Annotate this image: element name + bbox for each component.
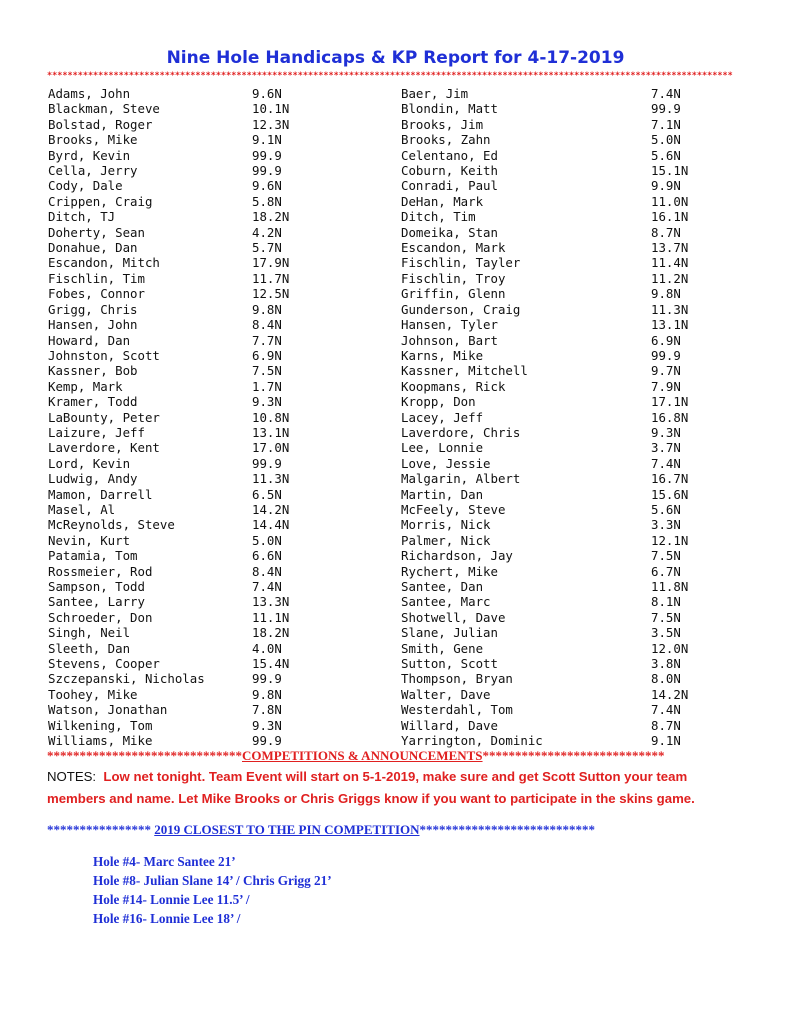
player-handicap: 9.8N <box>252 301 282 317</box>
announcements-title: COMPETITIONS & ANNOUNCEMENTS <box>242 749 483 763</box>
player-handicap: 99.9 <box>651 347 681 363</box>
player-row <box>401 579 721 594</box>
left-handicap-column <box>48 86 308 748</box>
player-name: Baer, Jim <box>401 86 469 101</box>
player-row <box>48 487 308 502</box>
player-name: Laizure, Jeff <box>48 424 145 440</box>
player-name: Sampson, Todd <box>48 579 145 594</box>
player-handicap: 6.6N <box>252 548 282 564</box>
player-row <box>48 410 308 425</box>
player-row <box>48 718 308 733</box>
kp-title: 2019 CLOSEST TO THE PIN COMPETITION <box>154 822 420 837</box>
kp-result-hole-14: Hole #14- Lonnie Lee 11.5’ / <box>93 892 250 907</box>
player-name: Escandon, Mark <box>401 240 506 256</box>
player-handicap: 8.7N <box>651 224 681 240</box>
player-row <box>401 271 721 286</box>
player-name: Doherty, Sean <box>48 224 145 240</box>
player-handicap: 12.3N <box>252 116 290 132</box>
player-row <box>48 394 308 409</box>
player-name: Lacey, Jeff <box>401 409 484 425</box>
player-name: Adams, John <box>48 86 131 101</box>
player-handicap: 16.7N <box>651 471 689 487</box>
player-handicap: 8.4N <box>252 317 282 333</box>
player-name: McReynolds, Steve <box>48 517 175 533</box>
player-name: LaBounty, Peter <box>48 409 160 425</box>
player-row <box>401 610 721 625</box>
player-name: Morris, Nick <box>401 517 491 533</box>
player-handicap: 12.5N <box>252 286 290 302</box>
player-name: Gunderson, Craig <box>401 301 521 317</box>
player-name: Koopmans, Rick <box>401 378 506 394</box>
player-row <box>401 487 721 502</box>
kp-result-hole-16: Hole #16- Lonnie Lee 18’ / <box>93 911 241 926</box>
player-handicap: 6.9N <box>252 347 282 363</box>
player-handicap: 7.4N <box>651 455 681 471</box>
player-name: Rossmeier, Rod <box>48 563 153 579</box>
player-handicap: 11.0N <box>651 193 689 209</box>
player-handicap: 17.1N <box>651 394 689 410</box>
player-row <box>48 702 308 717</box>
player-handicap: 9.3N <box>252 394 282 410</box>
player-name: Singh, Neil <box>48 625 131 641</box>
player-handicap: 99.9 <box>252 455 282 471</box>
player-name: Johnson, Bart <box>401 332 498 348</box>
player-name: Szczepanski, Nicholas <box>48 671 205 687</box>
player-handicap: 8.4N <box>252 563 282 579</box>
player-row <box>401 86 721 101</box>
player-name: Cody, Dale <box>48 178 123 194</box>
player-row <box>401 533 721 548</box>
kp-header <box>47 822 747 838</box>
notes-label: NOTES: <box>47 769 97 784</box>
player-row <box>48 610 308 625</box>
player-row <box>48 594 308 609</box>
player-name: Brooks, Mike <box>48 132 138 148</box>
player-row <box>48 471 308 486</box>
player-handicap: 13.1N <box>651 317 689 333</box>
kp-result-hole-4: Hole #4- Marc Santee 21’ <box>93 854 236 869</box>
player-row <box>48 379 308 394</box>
player-row <box>401 502 721 517</box>
player-handicap: 99.9 <box>651 101 681 117</box>
player-row <box>401 425 721 440</box>
player-row <box>48 456 308 471</box>
player-row <box>401 702 721 717</box>
player-name: Kropp, Don <box>401 394 476 410</box>
player-name: Conradi, Paul <box>401 178 498 194</box>
player-name: Kemp, Mark <box>48 378 123 394</box>
player-row <box>48 348 308 363</box>
player-name: Kramer, Todd <box>48 394 138 410</box>
player-handicap: 7.5N <box>651 609 681 625</box>
player-name: Ludwig, Andy <box>48 471 138 487</box>
right-handicap-column <box>401 86 721 748</box>
player-name: Toohey, Mike <box>48 686 138 702</box>
player-name: Lord, Kevin <box>48 455 131 471</box>
player-row <box>48 117 308 132</box>
player-name: Willard, Dave <box>401 717 498 733</box>
player-row <box>401 148 721 163</box>
player-handicap: 5.6N <box>651 147 681 163</box>
player-name: Wilkening, Tom <box>48 717 153 733</box>
player-handicap: 99.9 <box>252 733 282 749</box>
player-row <box>401 379 721 394</box>
player-handicap: 9.6N <box>252 178 282 194</box>
player-handicap: 14.2N <box>252 501 290 517</box>
player-name: Donahue, Dan <box>48 240 138 256</box>
player-handicap: 10.8N <box>252 409 290 425</box>
player-handicap: 9.9N <box>651 178 681 194</box>
player-handicap: 7.5N <box>252 363 282 379</box>
player-name: Shotwell, Dave <box>401 609 506 625</box>
player-name: Laverdore, Kent <box>48 440 160 456</box>
player-row <box>48 579 308 594</box>
player-handicap: 17.9N <box>252 255 290 271</box>
notes-block <box>47 766 747 810</box>
player-name: Karns, Mike <box>401 347 484 363</box>
player-row <box>48 132 308 147</box>
player-handicap: 11.2N <box>651 270 689 286</box>
player-name: Richardson, Jay <box>401 548 513 564</box>
announcements-stars-after: **************************** <box>482 749 665 763</box>
player-row <box>401 440 721 455</box>
kp-stars-after: *************************** <box>419 822 595 837</box>
player-row <box>401 101 721 116</box>
player-name: Fischlin, Troy <box>401 270 506 286</box>
player-handicap: 15.4N <box>252 656 290 672</box>
player-name: Coburn, Keith <box>401 163 498 179</box>
player-row <box>48 656 308 671</box>
player-handicap: 7.9N <box>651 378 681 394</box>
player-row <box>401 548 721 563</box>
player-name: Kassner, Mitchell <box>401 363 528 379</box>
player-name: Bolstad, Roger <box>48 116 153 132</box>
player-name: Brooks, Jim <box>401 116 484 132</box>
player-row <box>401 132 721 147</box>
player-row <box>48 194 308 209</box>
player-handicap: 3.8N <box>651 656 681 672</box>
player-handicap: 15.1N <box>651 163 689 179</box>
player-row <box>48 148 308 163</box>
player-handicap: 7.7N <box>252 332 282 348</box>
player-row <box>48 163 308 178</box>
player-handicap: 99.9 <box>252 147 282 163</box>
player-handicap: 5.0N <box>651 132 681 148</box>
player-handicap: 11.3N <box>651 301 689 317</box>
player-name: Crippen, Craig <box>48 193 153 209</box>
player-handicap: 9.3N <box>651 424 681 440</box>
player-handicap: 9.6N <box>252 86 282 101</box>
player-row <box>48 641 308 656</box>
player-name: Blondin, Matt <box>401 101 498 117</box>
player-handicap: 99.9 <box>252 671 282 687</box>
player-row <box>48 733 308 748</box>
player-name: Schroeder, Don <box>48 609 153 625</box>
player-row <box>401 240 721 255</box>
player-handicap: 18.2N <box>252 625 290 641</box>
player-handicap: 9.1N <box>252 132 282 148</box>
player-name: Brooks, Zahn <box>401 132 491 148</box>
player-row <box>401 178 721 193</box>
player-name: Watson, Jonathan <box>48 702 168 718</box>
player-name: Ditch, Tim <box>401 209 476 225</box>
player-row <box>48 101 308 116</box>
player-handicap: 12.0N <box>651 640 689 656</box>
player-handicap: 99.9 <box>252 163 282 179</box>
announcements-stars-before: ****************************** <box>47 749 242 763</box>
player-handicap: 7.5N <box>651 548 681 564</box>
player-name: Johnston, Scott <box>48 347 160 363</box>
player-name: Kassner, Bob <box>48 363 138 379</box>
player-name: Howard, Dan <box>48 332 131 348</box>
player-name: Grigg, Chris <box>48 301 138 317</box>
player-row <box>48 333 308 348</box>
kp-results-list <box>93 852 332 928</box>
player-row <box>401 594 721 609</box>
player-name: Thompson, Bryan <box>401 671 513 687</box>
player-name: Palmer, Nick <box>401 532 491 548</box>
player-handicap: 8.1N <box>651 594 681 610</box>
player-name: Blackman, Steve <box>48 101 160 117</box>
player-handicap: 8.7N <box>651 717 681 733</box>
player-row <box>48 286 308 301</box>
notes-text: Low net tonight. Team Event will start on 5-1-2019, make sure and get Scott Sutton your team members and name. Let Mike Brooks or Chris Griggs know if you want to participate in the skins game. <box>47 769 695 806</box>
player-row <box>401 625 721 640</box>
player-handicap: 5.8N <box>252 193 282 209</box>
player-name: Santee, Larry <box>48 594 145 610</box>
player-handicap: 9.7N <box>651 363 681 379</box>
player-name: Byrd, Kevin <box>48 147 131 163</box>
player-row <box>48 625 308 640</box>
player-name: Laverdore, Chris <box>401 424 521 440</box>
player-handicap: 3.5N <box>651 625 681 641</box>
player-row <box>401 410 721 425</box>
player-row <box>48 548 308 563</box>
player-row <box>48 86 308 101</box>
player-handicap: 14.2N <box>651 686 689 702</box>
player-handicap: 7.1N <box>651 116 681 132</box>
player-row <box>401 194 721 209</box>
player-row <box>48 533 308 548</box>
player-row <box>401 671 721 686</box>
player-handicap: 7.4N <box>651 86 681 101</box>
player-handicap: 4.0N <box>252 640 282 656</box>
player-handicap: 16.1N <box>651 209 689 225</box>
player-handicap: 4.2N <box>252 224 282 240</box>
player-row <box>401 163 721 178</box>
player-handicap: 14.4N <box>252 517 290 533</box>
player-handicap: 6.7N <box>651 563 681 579</box>
player-row <box>48 178 308 193</box>
player-name: Cella, Jerry <box>48 163 138 179</box>
player-name: Sleeth, Dan <box>48 640 131 656</box>
player-name: Sutton, Scott <box>401 656 498 672</box>
player-row <box>401 348 721 363</box>
player-name: Lee, Lonnie <box>401 440 484 456</box>
player-row <box>401 394 721 409</box>
kp-result-hole-8: Hole #8- Julian Slane 14’ / Chris Grigg 21’ <box>93 873 332 888</box>
player-name: Masel, Al <box>48 501 116 517</box>
player-row <box>401 456 721 471</box>
player-name: Ditch, TJ <box>48 209 116 225</box>
player-row <box>401 333 721 348</box>
player-handicap: 7.4N <box>651 702 681 718</box>
player-handicap: 16.8N <box>651 409 689 425</box>
player-row <box>48 255 308 270</box>
player-row <box>401 687 721 702</box>
player-row <box>401 255 721 270</box>
player-handicap: 3.3N <box>651 517 681 533</box>
player-handicap: 6.9N <box>651 332 681 348</box>
player-name: Martin, Dan <box>401 486 484 502</box>
player-handicap: 5.7N <box>252 240 282 256</box>
player-name: Fobes, Connor <box>48 286 145 302</box>
player-handicap: 18.2N <box>252 209 290 225</box>
player-row <box>401 317 721 332</box>
player-row <box>48 209 308 224</box>
player-row <box>48 317 308 332</box>
player-name: Escandon, Mitch <box>48 255 160 271</box>
player-name: Slane, Julian <box>401 625 498 641</box>
player-row <box>48 425 308 440</box>
player-handicap: 12.1N <box>651 532 689 548</box>
player-name: Fischlin, Tayler <box>401 255 521 271</box>
player-name: Westerdahl, Tom <box>401 702 513 718</box>
player-handicap: 3.7N <box>651 440 681 456</box>
player-handicap: 17.0N <box>252 440 290 456</box>
player-handicap: 11.8N <box>651 579 689 594</box>
player-handicap: 10.1N <box>252 101 290 117</box>
player-name: Santee, Dan <box>401 579 484 594</box>
report-title: Nine Hole Handicaps & KP Report for 4-17-2019 <box>166 48 625 68</box>
player-name: Mamon, Darrell <box>48 486 153 502</box>
player-handicap: 8.0N <box>651 671 681 687</box>
player-name: Domeika, Stan <box>401 224 498 240</box>
player-row <box>401 656 721 671</box>
player-handicap: 6.5N <box>252 486 282 502</box>
player-name: DeHan, Mark <box>401 193 484 209</box>
player-name: Rychert, Mike <box>401 563 498 579</box>
star-divider: ************************************************************************************************************************************** <box>47 71 733 81</box>
player-name: Patamia, Tom <box>48 548 138 564</box>
player-name: Yarrington, Dominic <box>401 733 543 749</box>
player-handicap: 15.6N <box>651 486 689 502</box>
player-row <box>48 440 308 455</box>
player-row <box>48 225 308 240</box>
player-row <box>401 733 721 748</box>
player-name: Williams, Mike <box>48 733 153 749</box>
player-name: Griffin, Glenn <box>401 286 506 302</box>
player-name: Stevens, Cooper <box>48 656 160 672</box>
player-name: Love, Jessie <box>401 455 491 471</box>
player-row <box>401 471 721 486</box>
player-handicap: 13.1N <box>252 424 290 440</box>
player-handicap: 1.7N <box>252 378 282 394</box>
kp-stars-before: **************** <box>47 822 151 837</box>
player-row <box>48 302 308 317</box>
player-handicap: 5.0N <box>252 532 282 548</box>
player-handicap: 13.3N <box>252 594 290 610</box>
announcements-header <box>47 749 747 763</box>
player-row <box>401 209 721 224</box>
player-name: Nevin, Kurt <box>48 532 131 548</box>
player-handicap: 7.8N <box>252 702 282 718</box>
player-row <box>401 517 721 532</box>
player-handicap: 9.8N <box>651 286 681 302</box>
player-row <box>401 564 721 579</box>
player-row <box>48 671 308 686</box>
player-row <box>48 687 308 702</box>
player-name: Walter, Dave <box>401 686 491 702</box>
player-row <box>401 302 721 317</box>
player-handicap: 5.6N <box>651 501 681 517</box>
player-row <box>401 718 721 733</box>
player-handicap: 11.1N <box>252 609 290 625</box>
player-handicap: 11.7N <box>252 270 290 286</box>
player-name: Malgarin, Albert <box>401 471 521 487</box>
player-row <box>48 502 308 517</box>
player-name: Fischlin, Tim <box>48 270 145 286</box>
player-row <box>401 641 721 656</box>
player-handicap: 13.7N <box>651 240 689 256</box>
player-row <box>48 517 308 532</box>
player-name: McFeely, Steve <box>401 501 506 517</box>
player-handicap: 9.3N <box>252 717 282 733</box>
player-name: Hansen, Tyler <box>401 317 498 333</box>
player-row <box>48 363 308 378</box>
player-row <box>48 564 308 579</box>
player-handicap: 9.1N <box>651 733 681 749</box>
player-row <box>401 225 721 240</box>
player-handicap: 11.3N <box>252 471 290 487</box>
player-name: Smith, Gene <box>401 640 484 656</box>
player-row <box>401 363 721 378</box>
player-name: Santee, Marc <box>401 594 491 610</box>
player-row <box>48 271 308 286</box>
player-row <box>48 240 308 255</box>
player-handicap: 9.8N <box>252 686 282 702</box>
player-name: Celentano, Ed <box>401 147 498 163</box>
player-row <box>401 117 721 132</box>
player-handicap: 11.4N <box>651 255 689 271</box>
player-handicap: 7.4N <box>252 579 282 594</box>
player-row <box>401 286 721 301</box>
player-name: Hansen, John <box>48 317 138 333</box>
